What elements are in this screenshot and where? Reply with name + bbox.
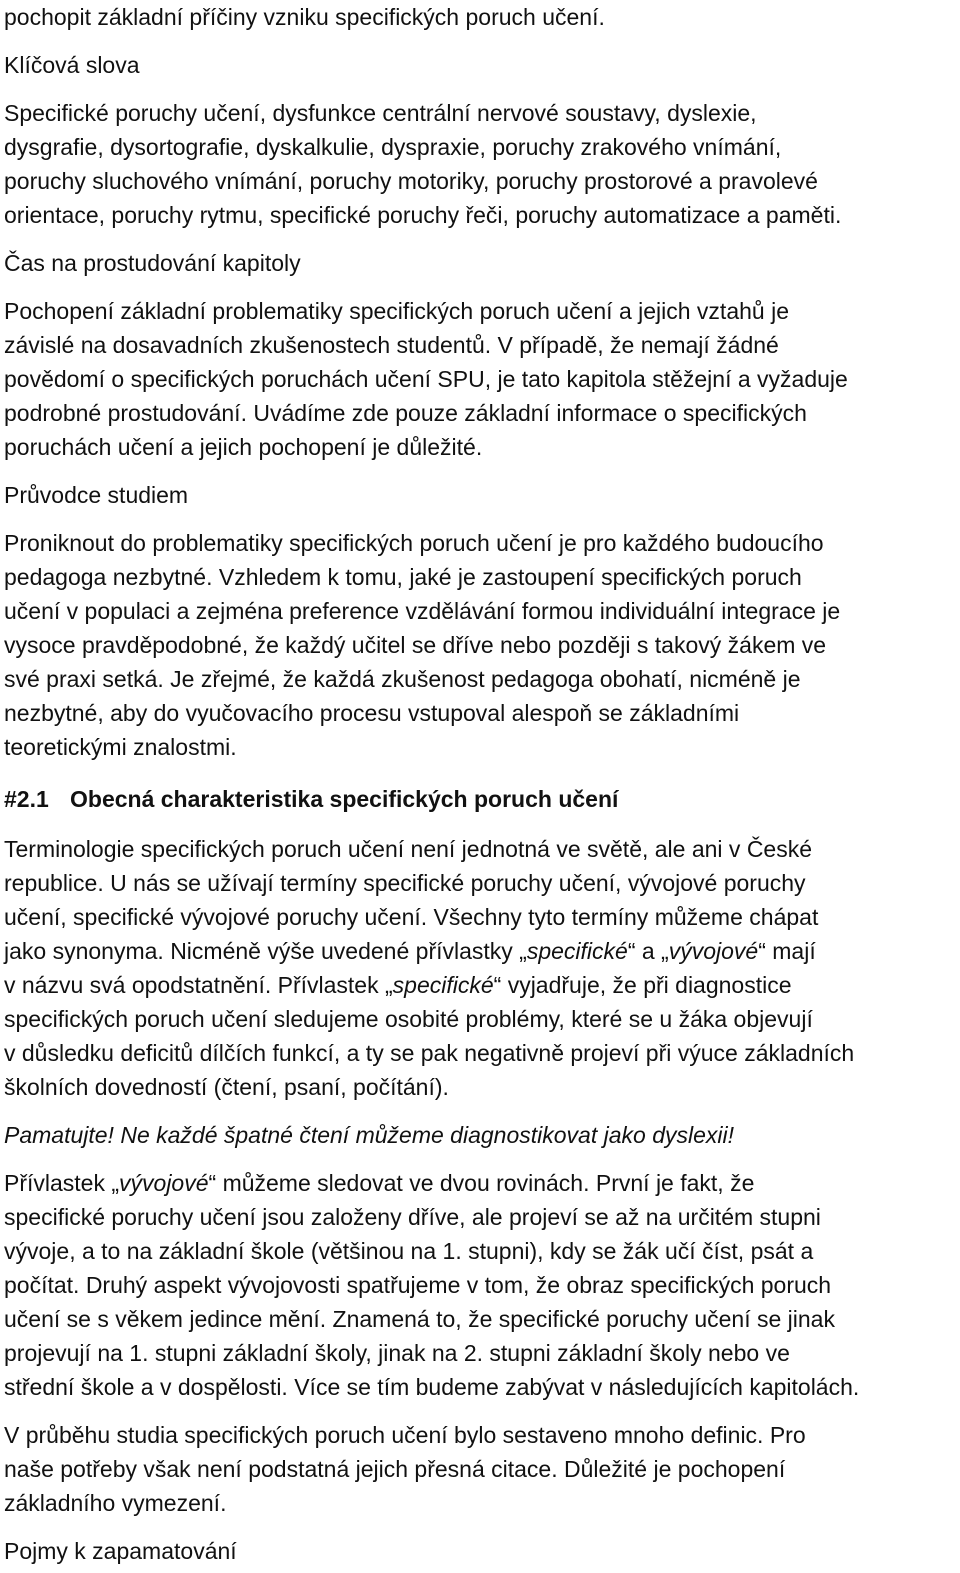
paragraph-line: počítat. Druhý aspekt vývojovosti spatřujeme v tom, že obraz specifických poruch <box>4 1272 832 1298</box>
intro-continuation: pochopit základní příčiny vzniku specifických poruch učení. <box>4 4 605 30</box>
italic-term: vývojové <box>119 1170 209 1196</box>
paragraph-line: projevují na 1. stupni základní školy, jinak na 2. stupni základní školy nebo ve <box>4 1340 790 1366</box>
terms-label: Pojmy k zapamatování <box>4 1538 237 1564</box>
section-number: #2.1 <box>4 786 49 812</box>
section-heading <box>4 782 958 816</box>
study-time-paragraph <box>4 294 958 464</box>
paragraph-line: učení v populaci a zejména preference vzdělávání formou individuální integrace je <box>4 598 841 624</box>
document-page <box>4 0 958 1568</box>
paragraph-line: Specifické poruchy učení, dysfunkce centrální nervové soustavy, dyslexie, <box>4 100 757 126</box>
paragraph-line: specifických poruch učení sledujeme osobité problémy, které se u žáka objevují <box>4 1006 813 1032</box>
paragraph-line: republice. U nás se užívají termíny specifické poruchy učení, vývojové poruchy <box>4 870 806 896</box>
text-span: “ můžeme sledovat ve dvou rovinách. První je fakt, že <box>208 1170 755 1196</box>
section-title: Obecná charakteristika specifických poruch učení <box>70 786 619 812</box>
paragraph-line: teoretickými znalostmi. <box>4 734 237 760</box>
paragraph-line: nezbytné, aby do vyučovacího procesu vstupoval alespoň se základními <box>4 700 740 726</box>
definitions-paragraph <box>4 1418 958 1520</box>
paragraph-line: střední škole a v dospělosti. Více se tím budeme zabývat v následujících kapitolách. <box>4 1374 860 1400</box>
keywords-paragraph <box>4 96 958 232</box>
paragraph-line: V průběhu studia specifických poruch učení bylo sestaveno mnoho definic. Pro <box>4 1422 806 1448</box>
keywords-label: Klíčová slova <box>4 52 140 78</box>
paragraph-line: své praxi setká. Je zřejmé, že každá zkušenost pedagoga obohatí, nicméně je <box>4 666 801 692</box>
paragraph-line: učení se s věkem jedince mění. Znamená to, že specifické poruchy učení se jinak <box>4 1306 835 1332</box>
study-time-label: Čas na prostudování kapitoly <box>4 250 301 276</box>
paragraph-line: orientace, poruchy rytmu, specifické poruchy řeči, poruchy automatizace a paměti. <box>4 202 842 228</box>
paragraph-line: Pochopení základní problematiky specifických poruch učení a jejich vztahů je <box>4 298 789 324</box>
paragraph-line: vysoce pravděpodobné, že každý učitel se dříve nebo později s takový žákem ve <box>4 632 827 658</box>
paragraph-line: v důsledku deficitů dílčích funkcí, a ty se pak negativně projeví při výuce základních <box>4 1040 855 1066</box>
paragraph-line: školních dovedností (čtení, psaní, počítání). <box>4 1074 449 1100</box>
terminology-paragraph <box>4 832 958 1104</box>
text-span: “ mají <box>758 938 816 964</box>
paragraph-line: vývoje, a to na základní škole (většinou na 1. stupni), kdy se žák učí číst, psát a <box>4 1238 814 1264</box>
paragraph-line: povědomí o specifických poruchách učení SPU, je tato kapitola stěžejní a vyžaduje <box>4 366 848 392</box>
paragraph-line: naše potřeby však není podstatná jejich přesná citace. Důležité je pochopení <box>4 1456 786 1482</box>
paragraph-line: poruchách učení a jejich pochopení je důležité. <box>4 434 483 460</box>
italic-term: vývojové <box>668 938 759 964</box>
italic-term: specifické <box>392 972 494 998</box>
paragraph-line: dysgrafie, dysortografie, dyskalkulie, dyspraxie, poruchy zrakového vnímání, <box>4 134 782 160</box>
paragraph-line: Proniknout do problematiky specifických poruch učení je pro každého budoucího <box>4 530 824 556</box>
paragraph-line: pedagoga nezbytné. Vzhledem k tomu, jaké je zastoupení specifických poruch <box>4 564 802 590</box>
paragraph-line: specifické poruchy učení jsou založeny dříve, ale projeví se až na určitém stupni <box>4 1204 821 1230</box>
italic-term: specifické <box>526 938 628 964</box>
paragraph-line: Terminologie specifických poruch učení není jednotná ve světě, ale ani v České <box>4 836 813 862</box>
paragraph-line <box>4 934 958 968</box>
paragraph-line: učení, specifické vývojové poruchy učení. Všechny tyto termíny můžeme chápat <box>4 904 819 930</box>
remember-note: Pamatujte! Ne každé špatné čtení můžeme diagnostikovat jako dyslexii! <box>4 1122 734 1148</box>
paragraph-line: podrobné prostudování. Uvádíme zde pouze základní informace o specifických <box>4 400 807 426</box>
paragraph-line: závislé na dosavadních zkušenostech studentů. V případě, že nemají žádné <box>4 332 779 358</box>
paragraph-line <box>4 1166 958 1200</box>
text-span: “ a „ <box>627 938 669 964</box>
text-span: jako synonyma. Nicméně výše uvedené přívlastky „ <box>4 938 527 964</box>
study-guide-label: Průvodce studiem <box>4 482 189 508</box>
paragraph-line: poruchy sluchového vnímání, poruchy motoriky, poruchy prostorové a pravolevé <box>4 168 818 194</box>
paragraph-line <box>4 968 958 1002</box>
text-span: Přívlastek „ <box>4 1170 120 1196</box>
developmental-paragraph <box>4 1166 958 1404</box>
text-span: “ vyjadřuje, že při diagnostice <box>493 972 792 998</box>
study-guide-paragraph <box>4 526 958 764</box>
text-span: v názvu svá opodstatnění. Přívlastek „ <box>4 972 393 998</box>
paragraph-line: základního vymezení. <box>4 1490 227 1516</box>
